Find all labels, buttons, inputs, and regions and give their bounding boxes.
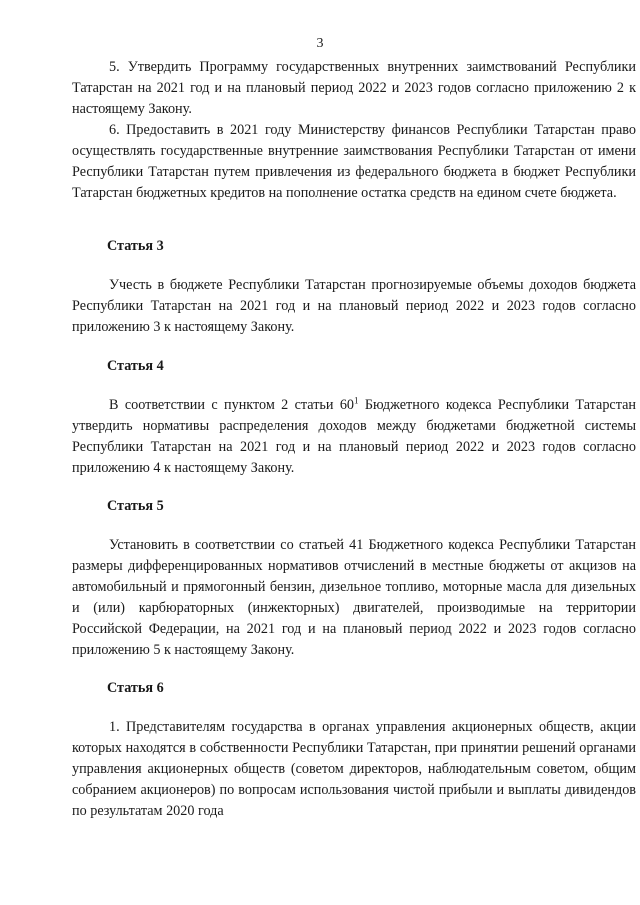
article-5-heading: Статья 5	[107, 498, 164, 514]
article-4-text-end: Бюджетного кодекса Республики Татарстан утвердить нормативы распределения доходов между бюджетами бюджетной системы Республики Татарстан на 2021 год и на плановый период 2022 и 2023 годов согласно приложению 4 к настоящему Закону.	[72, 397, 636, 476]
paragraph-6: 6. Предоставить в 2021 году Министерству финансов Республики Татарстан право осуществлять государственные внутренние заимствования Республики Татарстан от имени Республики Татарстан путем привлечения из федерального бюджета в бюджет Республики Татарстан бюджетных кредитов на пополнение остатка средств на едином счете бюджета.	[72, 122, 636, 201]
article-6-heading: Статья 6	[107, 680, 164, 696]
article-4-text	[72, 395, 636, 479]
article-5-text: Установить в соответствии со статьей 41 Бюджетного кодекса Республики Татарстан размеры дифференцированных нормативов отчислений в местные бюджеты от акцизов на автомобильный и прямогонный бензин, дизельное топливо, моторные масла для дизельных и (или) карбюраторных (инжекторных) двигателей, производимые на территории Российской Федерации, на 2021 год и на плановый период 2022 и 2023 годов согласно приложению 5 к настоящему Закону.	[72, 537, 636, 658]
article-4-text-start: В соответствии с пунктом 2 статьи 60	[109, 397, 355, 413]
paragraph-5: 5. Утвердить Программу государственных внутренних заимствований Республики Татарстан на 2021 год и на плановый период 2022 и 2023 годов согласно приложению 2 к настоящему Закону.	[72, 59, 636, 117]
page-number: 3	[316, 36, 324, 51]
article-3-heading: Статья 3	[107, 238, 164, 254]
article-3-text: Учесть в бюджете Республики Татарстан прогнозируемые объемы доходов бюджета Республики Татарстан на 2021 год и на плановый период 2022 и 2023 годов согласно приложению 3 к настоящему Закону.	[72, 277, 636, 335]
article-4-heading: Статья 4	[107, 358, 164, 374]
article-6-text: 1. Представителям государства в органах управления акционерных обществ, акции которых находятся в собственности Республики Татарстан, при принятии решений органами управления акционерных обществ (советом директоров, наблюдательным советом, общим собранием акционеров) по вопросам использования чистой прибыли и выплаты дивидендов по результатам 2020 года	[72, 719, 636, 819]
article-4-superscript: 1	[354, 395, 359, 406]
